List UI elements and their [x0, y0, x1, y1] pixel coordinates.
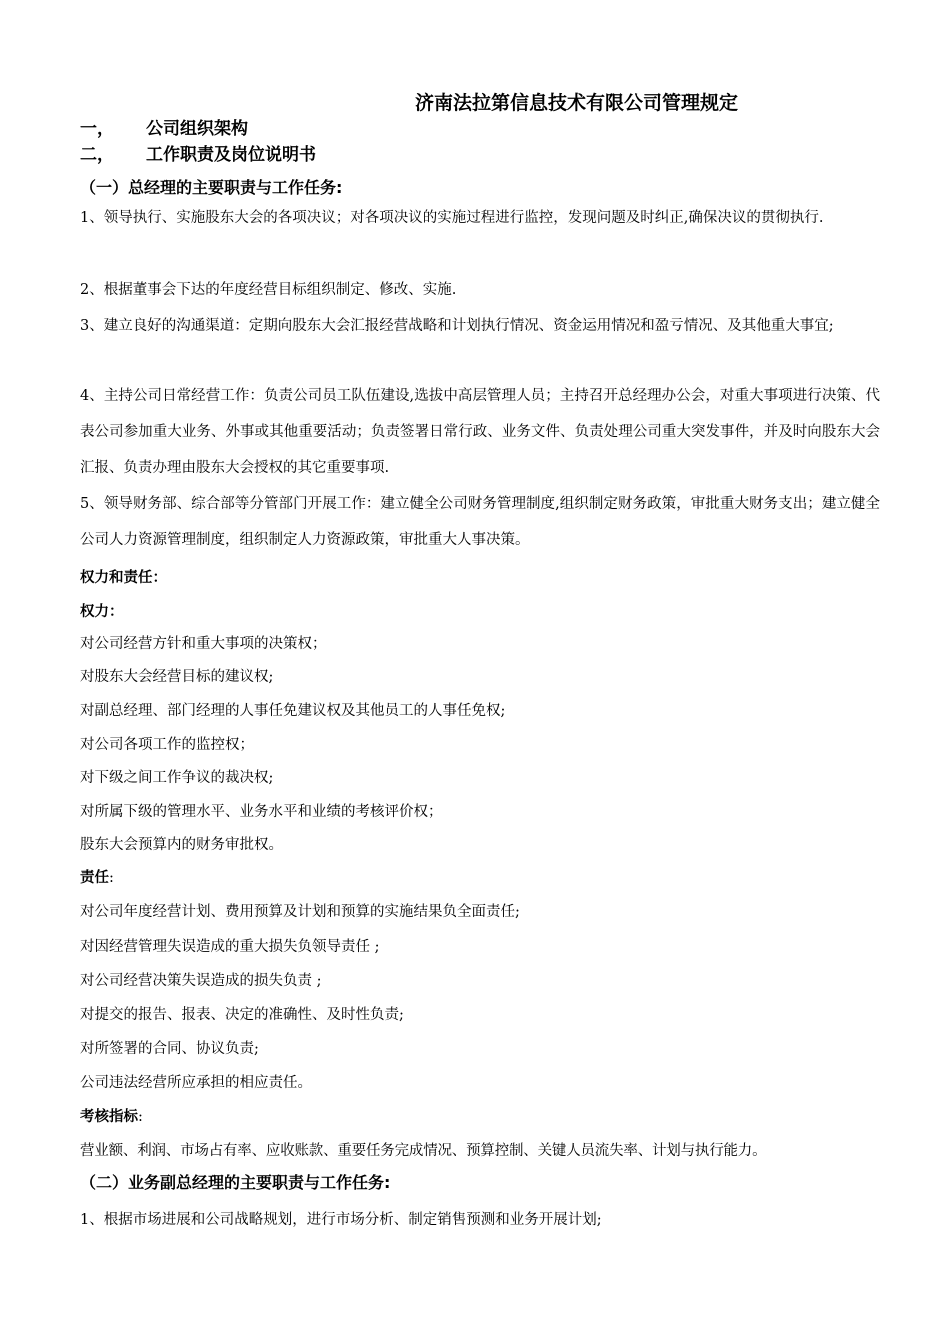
rights-item: 对副总经理、部门经理的人事任免建议权及其他员工的人事任免权; — [80, 703, 506, 719]
section-heading-general-manager: （一）总经理的主要职责与工作任务: — [80, 178, 343, 197]
rights-item: 对下级之间工作争议的裁决权; — [80, 770, 274, 786]
responsibility-heading-colon: : — [109, 870, 114, 886]
responsibility-item: 对因经营管理失误造成的重大损失负领导责任 ; — [80, 939, 380, 955]
duty-paragraph: 1、根据市场进展和公司战略规划，进行市场分析、制定销售预测和业务开展计划; — [80, 1212, 602, 1228]
responsibility-heading-bold: 责任 — [80, 870, 109, 886]
responsibility-item: 对公司经营决策失误造成的损失负责 ; — [80, 973, 322, 989]
rights-responsibilities-heading: 权力和责任： — [80, 570, 167, 586]
kpi-heading — [80, 1105, 143, 1126]
duty-paragraph: 4、主持公司日常经营工作：负责公司员工队伍建设,选拔中高层管理人员；主持召开总经理办公会，对重大事项进行决策、代表公司参加重大业务、外事或其他重要活动；负责签署日常行政、业务文件、负责处理公司重大突发事件，并及时向股东大会汇报、负责办理由股东大会授权的其它重要事项. — [80, 388, 880, 476]
outline-number: 二， — [80, 145, 114, 165]
rights-item: 对股东大会经营目标的建议权; — [80, 669, 274, 685]
section-heading-business-vp: （二）业务副总经理的主要职责与工作任务: — [80, 1173, 391, 1192]
outline-item-1 — [80, 114, 248, 139]
rights-item: 对公司经营方针和重大事项的决策权； — [80, 636, 327, 652]
responsibility-item: 对提交的报告、报表、决定的准确性、及时性负责; — [80, 1007, 404, 1023]
outline-item-2 — [80, 140, 316, 165]
outline-text: 工作职责及岗位说明书 — [146, 145, 316, 165]
responsibility-item: 公司违法经营所应承担的相应责任。 — [80, 1075, 312, 1091]
duty-paragraph: 5、领导财务部、综合部等分管部门开展工作：建立健全公司财务管理制度,组织制定财务政策，审批重大财务支出；建立健全公司人力资源管理制度，组织制定人力资源政策，审批重大人事决策。 — [80, 496, 880, 548]
responsibility-item: 对所签署的合同、协议负责; — [80, 1041, 259, 1057]
outline-number: 一， — [80, 119, 114, 139]
duty-paragraph: 3、建立良好的沟通渠道：定期向股东大会汇报经营战略和计划执行情况、资金运用情况和盈亏情况、及其他重大事宜; — [80, 318, 834, 334]
responsibility-heading — [80, 866, 114, 887]
document-title: 济南法拉第信息技术有限公司管理规定 — [415, 92, 739, 114]
outline-text: 公司组织架构 — [146, 119, 248, 139]
kpi-list: 营业额、利润、市场占有率、应收账款、重要任务完成情况、预算控制、关键人员流失率、计划与执行能力。 — [80, 1143, 767, 1159]
rights-item: 对所属下级的管理水平、业务水平和业绩的考核评价权； — [80, 804, 443, 820]
kpi-heading-colon: : — [138, 1109, 143, 1125]
responsibility-item: 对公司年度经营计划、费用预算及计划和预算的实施结果负全面责任; — [80, 904, 520, 920]
kpi-heading-bold: 考核指标 — [80, 1109, 138, 1125]
rights-item: 对公司各项工作的监控权； — [80, 737, 254, 753]
rights-heading: 权力： — [80, 604, 124, 620]
rights-item: 股东大会预算内的财务审批权。 — [80, 837, 283, 853]
duty-paragraph: 2、根据董事会下达的年度经营目标组织制定、修改、实施. — [80, 282, 457, 298]
duty-paragraph: 1、领导执行、实施股东大会的各项决议；对各项决议的实施过程进行监控，发现问题及时纠正,确保决议的贯彻执行. — [80, 210, 824, 226]
